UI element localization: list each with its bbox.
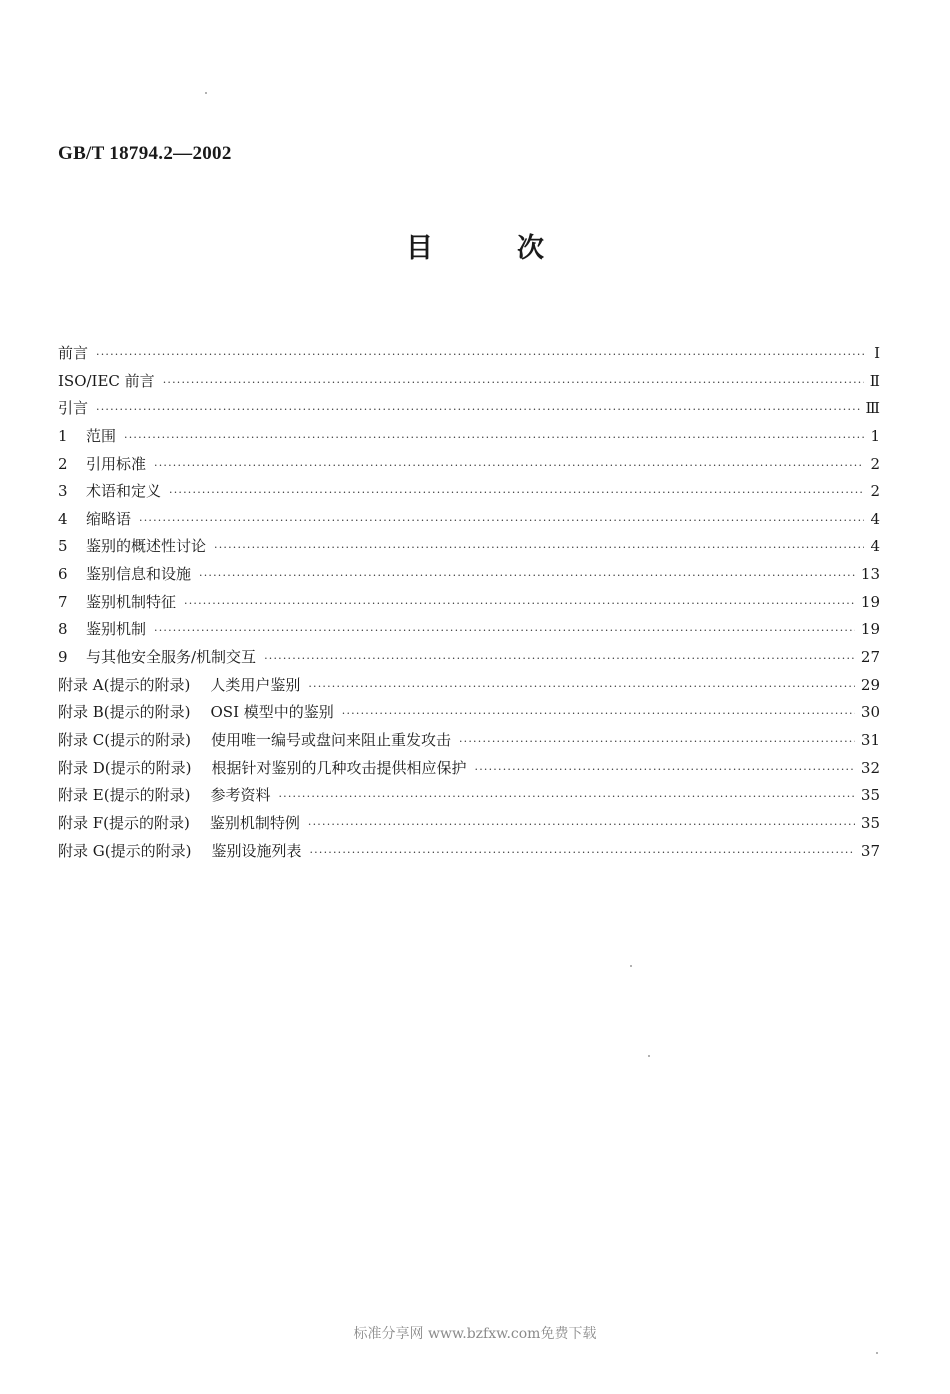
toc-entry-page-number: 13: [860, 565, 880, 584]
toc-entry-label: 引用标准: [86, 454, 147, 473]
toc-entry-title: [58, 838, 301, 866]
toc-entry-label: 附录 D(提示的附录): [58, 758, 192, 777]
toc-entry[interactable]: [58, 478, 880, 506]
dot-leader: [309, 839, 854, 867]
toc-entry-number: 7: [58, 592, 68, 611]
toc-entry[interactable]: [58, 533, 880, 561]
toc-entry[interactable]: [58, 699, 880, 727]
toc-entry-title: [58, 589, 176, 617]
toc-entry-number: 9: [58, 648, 68, 667]
toc-entry-number: 6: [58, 565, 68, 584]
toc-entry-number: 3: [58, 482, 68, 501]
toc-entry-page-number: Ⅱ: [869, 371, 880, 390]
toc-entry-number: 8: [58, 620, 68, 639]
toc-entry-title: [58, 644, 256, 672]
dot-leader: [169, 479, 864, 507]
toc-entry-label: 附录 G(提示的附录): [58, 841, 192, 860]
toc-entry-page-number: 19: [860, 592, 880, 611]
toc-entry-title: [58, 727, 451, 755]
toc-entry[interactable]: [58, 340, 880, 368]
scan-speck: [205, 92, 207, 94]
toc-entry[interactable]: [58, 395, 880, 423]
toc-entry[interactable]: [58, 368, 880, 396]
dot-leader: [184, 590, 855, 618]
toc-entry-label: 附录 F(提示的附录): [58, 813, 190, 832]
toc-entry-page-number: 2: [870, 454, 880, 473]
toc-entry[interactable]: [58, 616, 880, 644]
toc-entry-page-number: Ⅲ: [865, 399, 880, 418]
toc-entry[interactable]: [58, 755, 880, 783]
toc-entry-title: [58, 699, 334, 727]
toc-entry-label: 前言: [58, 344, 89, 362]
toc-entry-title: [58, 451, 146, 479]
toc-entry-title: [58, 478, 161, 506]
toc-entry-label: 附录 C(提示的附录): [58, 730, 191, 749]
toc-entry-label: 缩略语: [86, 509, 132, 528]
toc-entry-label: 与其他安全服务/机制交互: [86, 648, 257, 667]
toc-entry-subtitle: OSI 模型中的鉴别: [210, 703, 334, 722]
toc-heading-char-2: 次: [517, 233, 544, 264]
toc-entry-title: [58, 810, 300, 838]
dot-leader: [139, 507, 864, 535]
dot-leader: [475, 756, 855, 784]
scan-speck: [876, 1352, 878, 1354]
toc-entry-title: [58, 506, 131, 534]
dot-leader: [308, 673, 855, 701]
table-of-contents: [58, 340, 880, 865]
toc-entry-page-number: 30: [860, 703, 880, 722]
toc-entry-label: ISO/IEC 前言: [58, 371, 155, 390]
toc-entry-label: 附录 E(提示的附录): [58, 786, 191, 805]
toc-entry[interactable]: [58, 644, 880, 672]
dot-leader: [96, 396, 860, 424]
toc-entry-label: 引言: [58, 399, 89, 418]
toc-entry-page-number: 4: [870, 509, 880, 528]
toc-entry-subtitle: 根据针对鉴别的几种攻击提供相应保护: [211, 758, 467, 777]
toc-entry-title: [58, 395, 88, 423]
toc-entry-number: 2: [58, 454, 68, 473]
dot-leader: [459, 728, 855, 756]
toc-entry[interactable]: [58, 672, 880, 700]
toc-entry-title: [58, 533, 206, 561]
toc-entry-title: [58, 561, 191, 589]
toc-entry-page-number: 31: [860, 730, 880, 749]
toc-entry-label: 鉴别的概述性讨论: [86, 537, 207, 556]
toc-entry-label: 附录 B(提示的附录): [58, 703, 191, 722]
toc-entry-title: [58, 340, 88, 368]
dot-leader: [154, 452, 864, 480]
toc-entry-label: 附录 A(提示的附录): [58, 675, 191, 694]
toc-entry-page-number: 35: [860, 813, 880, 832]
toc-entry-subtitle: 人类用户鉴别: [210, 675, 301, 694]
toc-entry-page-number: 19: [860, 620, 880, 639]
toc-entry-page-number: 27: [860, 648, 880, 667]
toc-entry-title: [58, 368, 155, 396]
toc-entry-page-number: 1: [870, 426, 880, 445]
toc-entry[interactable]: [58, 782, 880, 810]
toc-entry-page-number: 37: [860, 841, 880, 860]
toc-entry-title: [58, 423, 116, 451]
dot-leader: [124, 424, 864, 452]
toc-entry-page-number: 32: [860, 758, 880, 777]
toc-entry-subtitle: 使用唯一编号或盘问来阻止重发攻击: [210, 730, 451, 749]
toc-entry-number: 4: [58, 509, 68, 528]
toc-heading-char-1: 目: [406, 233, 433, 264]
toc-entry-label: 范围: [86, 426, 117, 445]
scan-speck: [630, 965, 632, 967]
standard-code: GB/T 18794.2—2002: [58, 143, 232, 164]
toc-entry-page-number: 35: [860, 786, 880, 805]
toc-entry[interactable]: [58, 589, 880, 617]
toc-entry[interactable]: [58, 838, 880, 866]
toc-entry-subtitle: 鉴别设施列表: [211, 841, 302, 860]
dot-leader: [96, 341, 864, 369]
toc-entry[interactable]: [58, 451, 880, 479]
toc-entry-title: [58, 616, 146, 644]
toc-entry[interactable]: [58, 810, 880, 838]
dot-leader: [214, 534, 864, 562]
toc-entry-title: [58, 755, 467, 783]
toc-entry[interactable]: [58, 506, 880, 534]
toc-entry[interactable]: [58, 561, 880, 589]
toc-entry-page-number: 2: [870, 482, 880, 501]
toc-entry[interactable]: [58, 423, 880, 451]
dot-leader: [154, 617, 855, 645]
toc-entry-title: [58, 782, 270, 810]
dot-leader: [342, 700, 855, 728]
toc-entry-label: 术语和定义: [86, 482, 162, 501]
toc-entry-page-number: 4: [870, 537, 880, 556]
toc-entry-subtitle: 鉴别机制特例: [209, 813, 300, 832]
footer-watermark: 标准分享网 www.bzfxw.com免费下载: [353, 1326, 597, 1342]
dot-leader: [199, 562, 855, 590]
toc-entry-page-number: 29: [860, 675, 880, 694]
dot-leader: [163, 369, 864, 397]
toc-entry-label: 鉴别机制: [86, 620, 147, 639]
dot-leader: [264, 645, 855, 673]
dot-leader: [308, 811, 855, 839]
toc-entry-title: [58, 672, 300, 700]
toc-entry-label: 鉴别信息和设施: [86, 565, 192, 584]
dot-leader: [278, 783, 854, 811]
toc-entry-page-number: I: [874, 344, 880, 362]
toc-entry-number: 5: [58, 537, 68, 556]
toc-entry-label: 鉴别机制特征: [86, 592, 177, 611]
toc-entry-subtitle: 参考资料: [210, 786, 271, 805]
toc-entry[interactable]: [58, 727, 880, 755]
toc-heading: [0, 226, 950, 265]
toc-entry-number: 1: [58, 426, 68, 445]
scan-speck: [648, 1055, 650, 1057]
